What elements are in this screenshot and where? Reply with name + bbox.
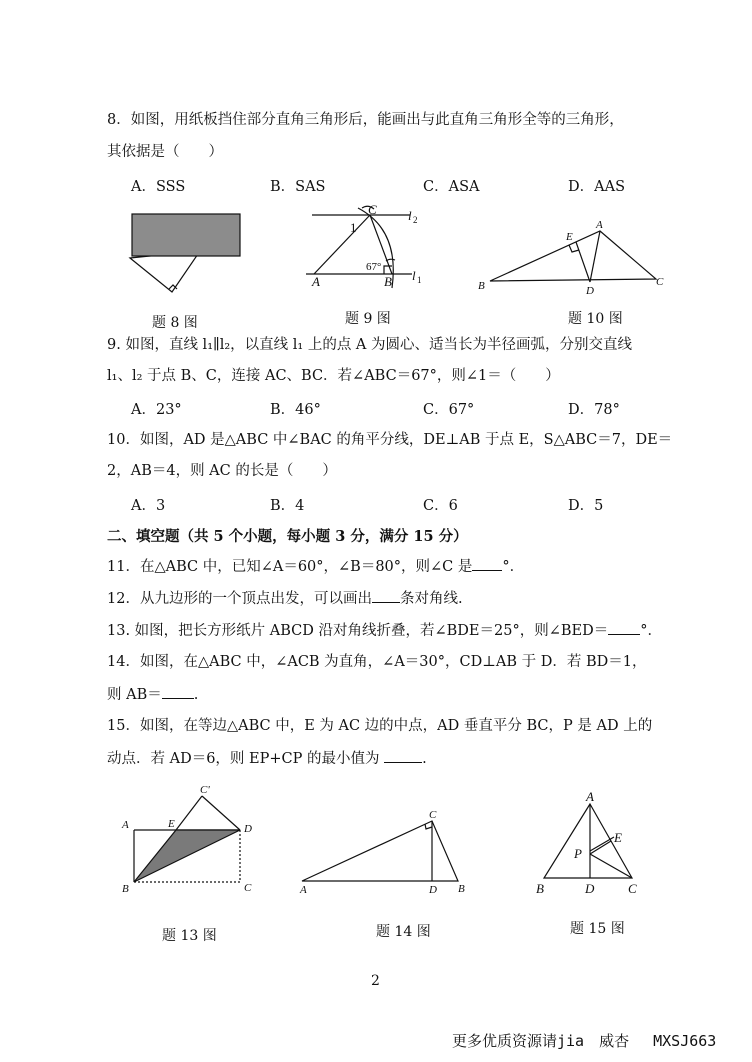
fig9-caption: 题 9 图 [345, 311, 391, 327]
fig9-label-l2: l [408, 208, 412, 223]
fig14-label-b: B [458, 883, 465, 895]
fig15-label-c: C [628, 881, 637, 896]
fig13-label-b: B [122, 883, 129, 894]
q13-answer-blank[interactable] [608, 620, 640, 635]
fig8-triangle [130, 251, 200, 292]
fig13-segment-cd [202, 796, 240, 830]
fig13-label-c: C [244, 882, 252, 894]
q11-text-a: 11．在△ABC 中，已知∠A＝60°，∠B＝80°，则∠C 是 [107, 559, 473, 575]
figure-14 [292, 803, 477, 895]
q9-option-a: A．23° [131, 402, 182, 418]
figure-8 [120, 208, 250, 300]
fig14-caption: 题 14 图 [376, 924, 431, 940]
q14-line1: 14．如图，在△ABC 中，∠ACB 为直角，∠A＝30°，CD⊥AB 于 D．若 BD＝1， [107, 654, 647, 670]
fig13-label-a: A [122, 819, 129, 831]
fig15-label-a: A [586, 790, 594, 804]
q14-text-a: 则 AB＝ [107, 687, 162, 703]
fig13-label-d: D [244, 823, 252, 835]
fig10-label-c: C [656, 276, 664, 288]
fig9-label-l1-sub: 1 [417, 275, 422, 285]
q12 [107, 588, 463, 609]
q10-option-a: A．3 [131, 498, 166, 514]
fig14-triangle [302, 821, 458, 881]
fig9-label-b: B [384, 274, 392, 289]
fig10-segment-ad [590, 231, 600, 282]
q8-option-b: B．SAS [270, 179, 326, 195]
q8-line1: 8．如图，用纸板挡住部分直角三角形后，能画出与此直角三角形全等的三角形， [107, 112, 624, 128]
q15-line1: 15．如图，在等边△ABC 中，E 为 AC 边的中点，AD 垂直平分 BC，P 是 AD 上的 [107, 718, 653, 734]
fig14-right-angle-c [425, 824, 432, 829]
q8-option-d: D．AAS [568, 179, 626, 195]
fig8-cardboard [132, 214, 240, 256]
fig10-label-e: E [566, 231, 573, 243]
fig13-shaded-triangle [134, 830, 240, 882]
fig14-label-c: C [429, 809, 437, 821]
q10-option-d: D．5 [568, 498, 604, 514]
fig15-label-p: P [574, 846, 582, 861]
fig9-label-1: 1 [350, 220, 357, 235]
q11-answer-blank[interactable] [472, 556, 502, 571]
q15-text-a: 动点．若 AD＝6，则 EP+CP 的最小值为 [107, 751, 385, 767]
figure-15 [530, 790, 648, 900]
page-number: 2 [371, 973, 380, 989]
q10-option-b: B．4 [270, 498, 305, 514]
q15-text-b: . [422, 751, 427, 767]
figure-10 [470, 215, 670, 297]
q12-text-a: 12．从九边形的一个顶点出发，可以画出 [107, 591, 372, 607]
fig13-caption: 题 13 图 [162, 928, 217, 944]
q9-line2: l₁、l₂ 于点 B、C，连接 AC、BC．若∠ABC＝67°，则∠1＝（ ） [107, 368, 560, 384]
q10-line2: 2，AB＝4，则 AC 的长是（ ） [107, 463, 337, 479]
q14-line2 [107, 684, 198, 705]
footer-text: 更多优质资源请jia 威杏 MXSJ663 [452, 1032, 717, 1050]
q8-option-c: C．ASA [423, 179, 480, 195]
fig13-label-c-prime: C' [200, 784, 210, 796]
fig15-label-d: D [585, 881, 595, 896]
q10-option-c: C．6 [423, 498, 458, 514]
fig9-angle-arc [386, 259, 395, 261]
fig10-label-b: B [478, 280, 485, 292]
q15-line2 [107, 748, 427, 769]
q12-answer-blank[interactable] [372, 588, 400, 603]
fig10-segment-de [576, 242, 590, 282]
fig10-label-a: A [596, 219, 603, 231]
fig15-segment-pe [590, 841, 611, 854]
q8-line2: 其依据是（ ） [107, 144, 223, 160]
fig13-label-e: E [168, 818, 175, 830]
fig9-label-angle: 67° [366, 261, 382, 273]
fig15-caption: 题 15 图 [570, 921, 625, 937]
fig10-caption: 题 10 图 [568, 311, 623, 327]
q8-option-a: A．SSS [131, 179, 186, 195]
q14-answer-blank[interactable] [162, 684, 194, 699]
q13-text-a: 13. 如图，把长方形纸片 ABCD 沿对角线折叠，若∠BDE＝25°，则∠BED＝ [107, 623, 609, 639]
q12-text-b: 条对角线. [399, 591, 463, 607]
q13-text-b: °． [640, 623, 662, 639]
fig9-label-l1: l [412, 268, 416, 283]
q9-option-c: C．67° [423, 402, 475, 418]
q11-text-b: °． [502, 559, 525, 575]
q9-option-b: B．46° [270, 402, 321, 418]
fig8-caption: 题 8 图 [152, 315, 198, 331]
fig14-label-a: A [300, 884, 307, 895]
figure-13 [116, 782, 266, 894]
q15-answer-blank[interactable] [384, 748, 422, 763]
fig9-label-c: C [368, 202, 377, 217]
fig10-triangle [490, 231, 656, 281]
figure-9 [300, 200, 440, 295]
section-2-title: 二、填空题（共 5 个小题，每小题 3 分，满分 15 分） [107, 528, 468, 545]
q13 [107, 620, 662, 641]
q14-text-b: . [193, 687, 199, 703]
fig13-segment-ec [176, 796, 202, 830]
q9-line1: 9. 如图，直线 l₁∥l₂，以直线 l₁ 上的点 A 为圆心、适当长为半径画弧，分别交直线 [107, 337, 633, 353]
fig9-label-l2-sub: 2 [413, 215, 418, 225]
fig10-label-d: D [586, 285, 594, 297]
fig14-label-d: D [429, 884, 437, 895]
q11 [107, 556, 524, 577]
fig15-segment-be-part [590, 837, 614, 851]
fig15-label-e: E [614, 830, 622, 845]
fig9-segment-ac [314, 215, 370, 274]
fig9-label-a: A [312, 274, 320, 289]
q10-line1: 10．如图，AD 是△ABC 中∠BAC 的角平分线，DE⊥AB 于点 E，S△ABC＝7，DE＝ [107, 432, 673, 448]
q9-option-d: D．78° [568, 402, 620, 418]
fig15-label-b: B [536, 881, 544, 896]
